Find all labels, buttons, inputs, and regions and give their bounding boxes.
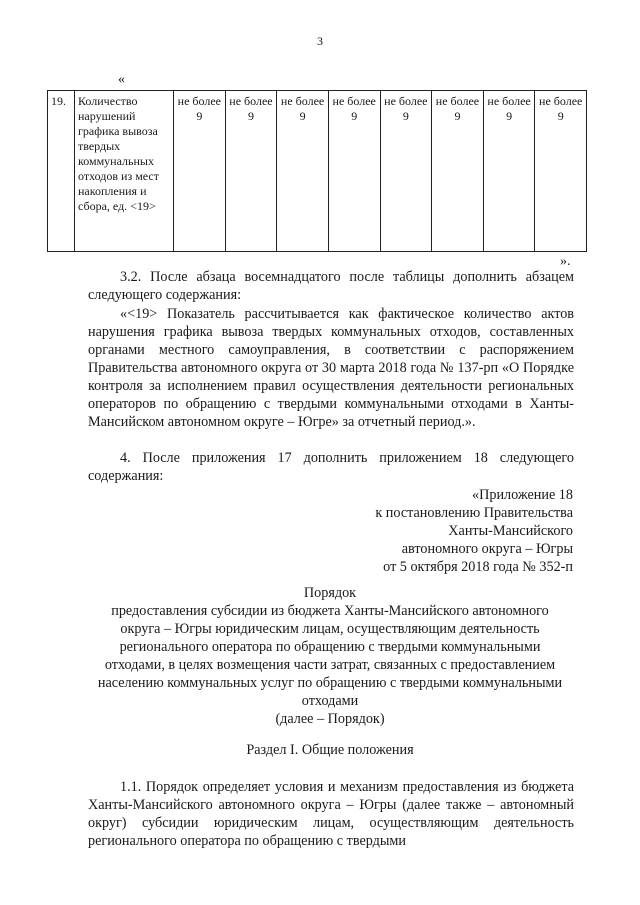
- value-cell: не более 9: [328, 91, 380, 252]
- section-heading: Раздел I. Общие положения: [246, 742, 414, 758]
- value-cell: не более 9: [483, 91, 535, 252]
- paragraph-3-2: 3.2. После абзаца восемнадцатого после таблицы дополнить абзацем следующего содержания:: [88, 269, 574, 303]
- indicator-table: [47, 90, 587, 252]
- page-number: 3: [317, 34, 323, 48]
- footnote-paragraph: «<19> Показатель рассчитывается как фактическое количество актов нарушения графика вывоза твердых коммунальных отходов, составленных органами местного самоуправления, в соответствии с распоряжением Правительства автономного округа от 30 марта 2018 года № 137-рп «О Порядке контроля за исполнением правил осуществления деятельности региональных операторов по обращению с твердыми коммунальными отходами в Ханты-Мансийском автономном округе – Югре» за отчетный период.».: [88, 306, 574, 430]
- value-cell: не более 9: [380, 91, 432, 252]
- title-heading: Порядок: [303, 585, 357, 601]
- closing-quote: ».: [560, 254, 571, 269]
- value-cell: не более 9: [535, 91, 587, 252]
- paragraph-1-1: 1.1. Порядок определяет условия и механизм предоставления из бюджета Ханты-Мансийского автономного округа – Югры (далее также – автономный округ) субсидии юридическим лицам, осуществляющим деятельность регионального оператора по обращению с твердыми: [88, 779, 574, 849]
- appendix-line: от 5 октября 2018 года № 352-п: [383, 559, 573, 575]
- document-title: [60, 584, 600, 728]
- appendix-line: «Приложение 18: [472, 487, 573, 503]
- paragraph-4: 4. После приложения 17 дополнить приложением 18 следующего содержания:: [88, 450, 574, 484]
- opening-quote: «: [118, 72, 125, 87]
- table-row: [48, 91, 587, 252]
- value-cell: не более 9: [277, 91, 329, 252]
- appendix-line: автономного округа – Югры: [401, 541, 573, 557]
- title-short-name: (далее – Порядок): [275, 711, 385, 727]
- value-cell: не более 9: [174, 91, 226, 252]
- appendix-line: к постановлению Правительства: [375, 505, 573, 521]
- value-cell: не более 9: [225, 91, 277, 252]
- indicator-description: Количество нарушений графика вывоза твердых коммунальных отходов из мест накопления и сбора, ед. <19>: [75, 91, 174, 252]
- appendix-line: Ханты-Мансийского: [448, 523, 573, 539]
- value-cell: не более 9: [432, 91, 484, 252]
- appendix-reference: [273, 486, 573, 576]
- title-body: предоставления субсидии из бюджета Ханты-Мансийского автономного округа – Югры юридическим лицам, осуществляющим деятельность регионального оператора по обращению с твердыми коммунальными отходами, в целях возмещения части затрат, связанных с предоставлением населению коммунальных услуг по обращению с твердыми коммунальными отходами: [97, 603, 563, 709]
- row-number: 19.: [48, 91, 75, 252]
